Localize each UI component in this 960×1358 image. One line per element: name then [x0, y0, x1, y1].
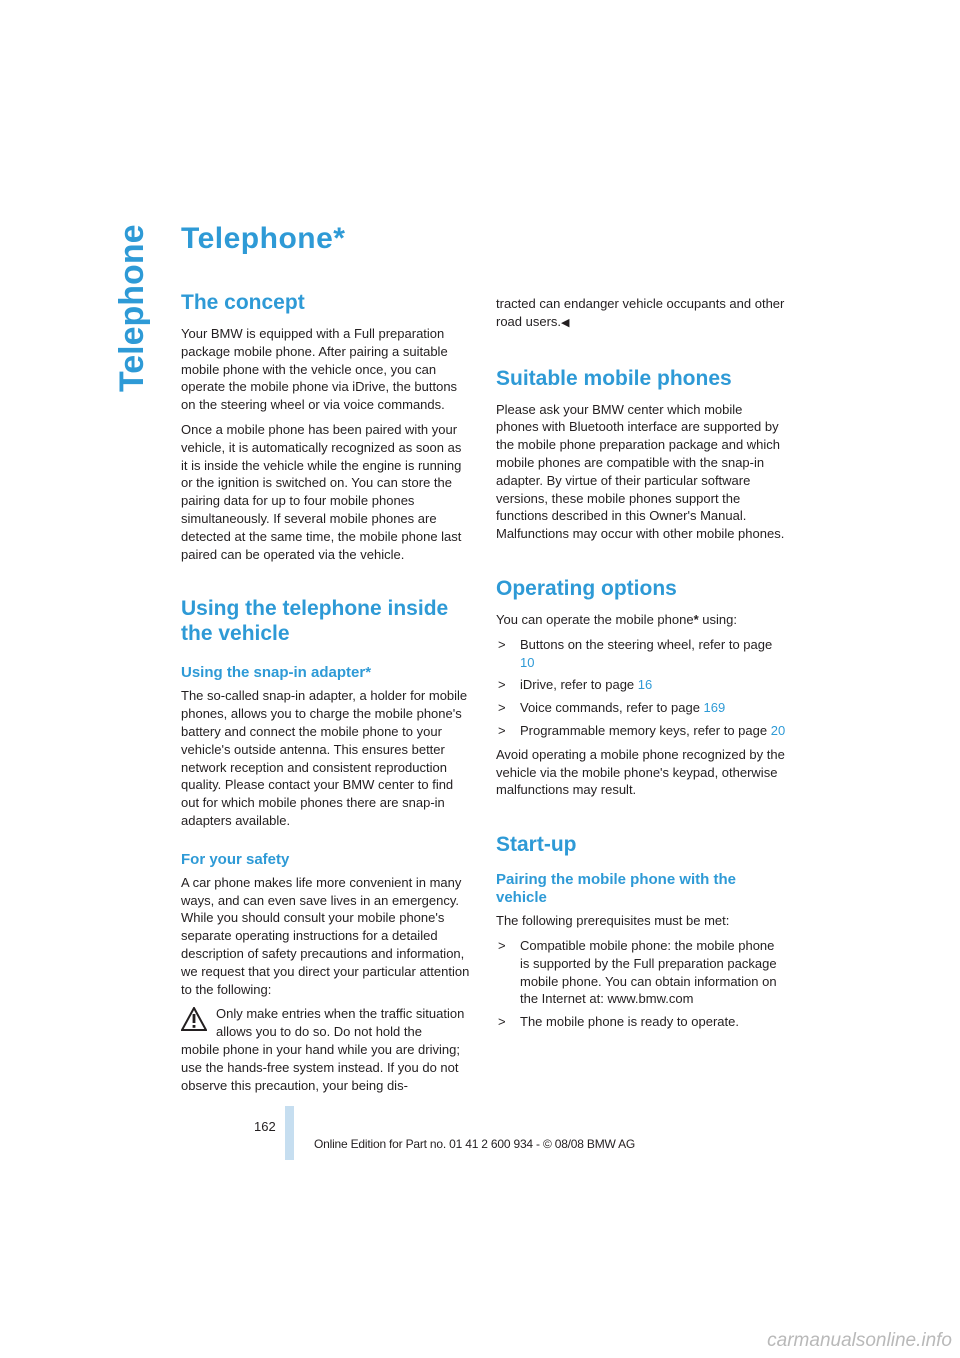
page-reference-link[interactable]: 16 [637, 677, 653, 693]
list-item [496, 722, 786, 740]
snap-in-paragraph: The so-called snap-in adapter, a holder for mobile phones, allows you to charge the mobile phone's battery and connect the mobile phone to your vehicle's outside antenna. This ensures better network reception and consistent reproduction quality. Please contact your BMW center to find out for which mobile phones there are snap-in adapters available. [181, 688, 468, 828]
page-reference-link[interactable]: 20 [770, 722, 786, 738]
list-item-text: Programmable memory keys, refer to page [520, 722, 771, 738]
page-number: 162 [254, 1119, 276, 1134]
bullet-marker: > [498, 1014, 506, 1030]
chapter-title [181, 222, 345, 256]
list-item [496, 676, 786, 694]
list-item [496, 1013, 786, 1031]
bullet-marker: > [498, 700, 506, 716]
side-chapter-title: Telephone [113, 224, 151, 392]
footer-edition-text: Online Edition for Part no. 01 41 2 600 934 - © 08/08 BMW AG [314, 1137, 636, 1151]
options-intro-text: You can operate the mobile phone [496, 611, 694, 627]
warning-text-end [496, 295, 786, 333]
optional-equipment-star: * [333, 222, 346, 255]
concept-paragraph-1: Your BMW is equipped with a Full preparation package mobile phone. After pairing a suitable mobile phone with the vehicle once, you can operate the mobile phone via iDrive, the buttons on the steering wheel or via voice commands. [181, 326, 458, 413]
optional-equipment-star: * [693, 611, 699, 627]
heading-start-up: Start-up [496, 833, 577, 857]
warning-block [181, 1005, 471, 1094]
prerequisites-list [496, 937, 786, 1031]
page-reference-link[interactable]: 10 [520, 654, 535, 670]
bullet-marker: > [498, 636, 506, 652]
watermark-text: carmanualsonline.info [767, 1330, 952, 1351]
heading-the-concept: The concept [181, 291, 305, 314]
list-item-text: Voice commands, refer to page [520, 700, 704, 716]
list-item-text: Buttons on the steering wheel, refer to page [520, 636, 773, 652]
operating-options-intro [496, 611, 786, 629]
page-reference-link[interactable]: 169 [703, 700, 726, 716]
list-item-text: Compatible mobile phone: the mobile phone is supported by the Full preparation package mobile phone. You can obtain information on the Internet at: www.bmw.com [520, 937, 777, 1007]
warning-text-continued: mobile phone in your hand while you are driving; use the hands-free system instead. If you do not observe this precaution, your being dis- [181, 1041, 460, 1093]
suitable-paragraph: Please ask your BMW center which mobile phones with Bluetooth interface are supported by the mobile phone preparation package and which mobile phones are compatible with the snap-in adapter. By virtue of their particular software versions, these mobile phones support the functions described in this Owner's Manual. Malfunctions may occur with other mobile phones. [496, 401, 785, 542]
list-item [496, 636, 786, 672]
chapter-title-text: Telephone [181, 222, 334, 255]
warning-end-text: tracted can endanger vehicle occupants and other road users. [496, 296, 785, 329]
heading-pairing-mobile-phone: Pairing the mobile phone with the vehicle [496, 871, 737, 907]
bullet-marker: > [498, 677, 506, 693]
heading-snap-in-adapter: Using the snap-in adapter* [181, 664, 372, 682]
heading-suitable-mobile-phones: Suitable mobile phones [496, 366, 732, 390]
list-item [496, 937, 786, 1008]
heading-operating-options: Operating options [496, 576, 677, 600]
bullet-marker: > [498, 722, 506, 738]
bullet-marker: > [498, 937, 506, 953]
end-of-warning-mark: ◀ [561, 316, 570, 329]
footer-accent-bar [285, 1106, 294, 1160]
list-item-text: iDrive, refer to page [520, 677, 638, 693]
heading-using-telephone-inside: Using the telephone inside the vehicle [181, 597, 449, 646]
safety-paragraph: A car phone makes life more convenient in many ways, and can even save lives in an emergency. While you should consult your mobile phone's separate operating instructions for a detailed description of safety precautions and information, we request that you direct your particular attention to the following: [181, 874, 470, 997]
heading-for-your-safety: For your safety [181, 850, 290, 868]
warning-triangle-icon [181, 1007, 207, 1031]
pairing-intro: The following prerequisites must be met: [496, 913, 730, 929]
list-item-text: The mobile phone is ready to operate. [520, 1014, 739, 1030]
concept-paragraph-2: Once a mobile phone has been paired with your vehicle, it is automatically recognized as soon as it is inside the vehicle while the engine is running or the ignition is switched on. You can store the pairing data for up to four mobile phones simultaneously. If several mobile phones are detected at the same time, the mobile phone last paired can be operated via the vehicle. [181, 421, 462, 562]
list-item [496, 699, 786, 717]
operating-options-note: Avoid operating a mobile phone recognized by the vehicle via the mobile phone's keypad, otherwise malfunctions may result. [496, 746, 785, 798]
right-column [496, 295, 786, 1037]
warning-text-start: Only make entries when the traffic situation allows you to do so. Do not hold the [216, 1006, 465, 1040]
operating-options-list [496, 636, 786, 740]
options-intro-suffix: using: [698, 611, 737, 627]
left-column [181, 290, 471, 1101]
